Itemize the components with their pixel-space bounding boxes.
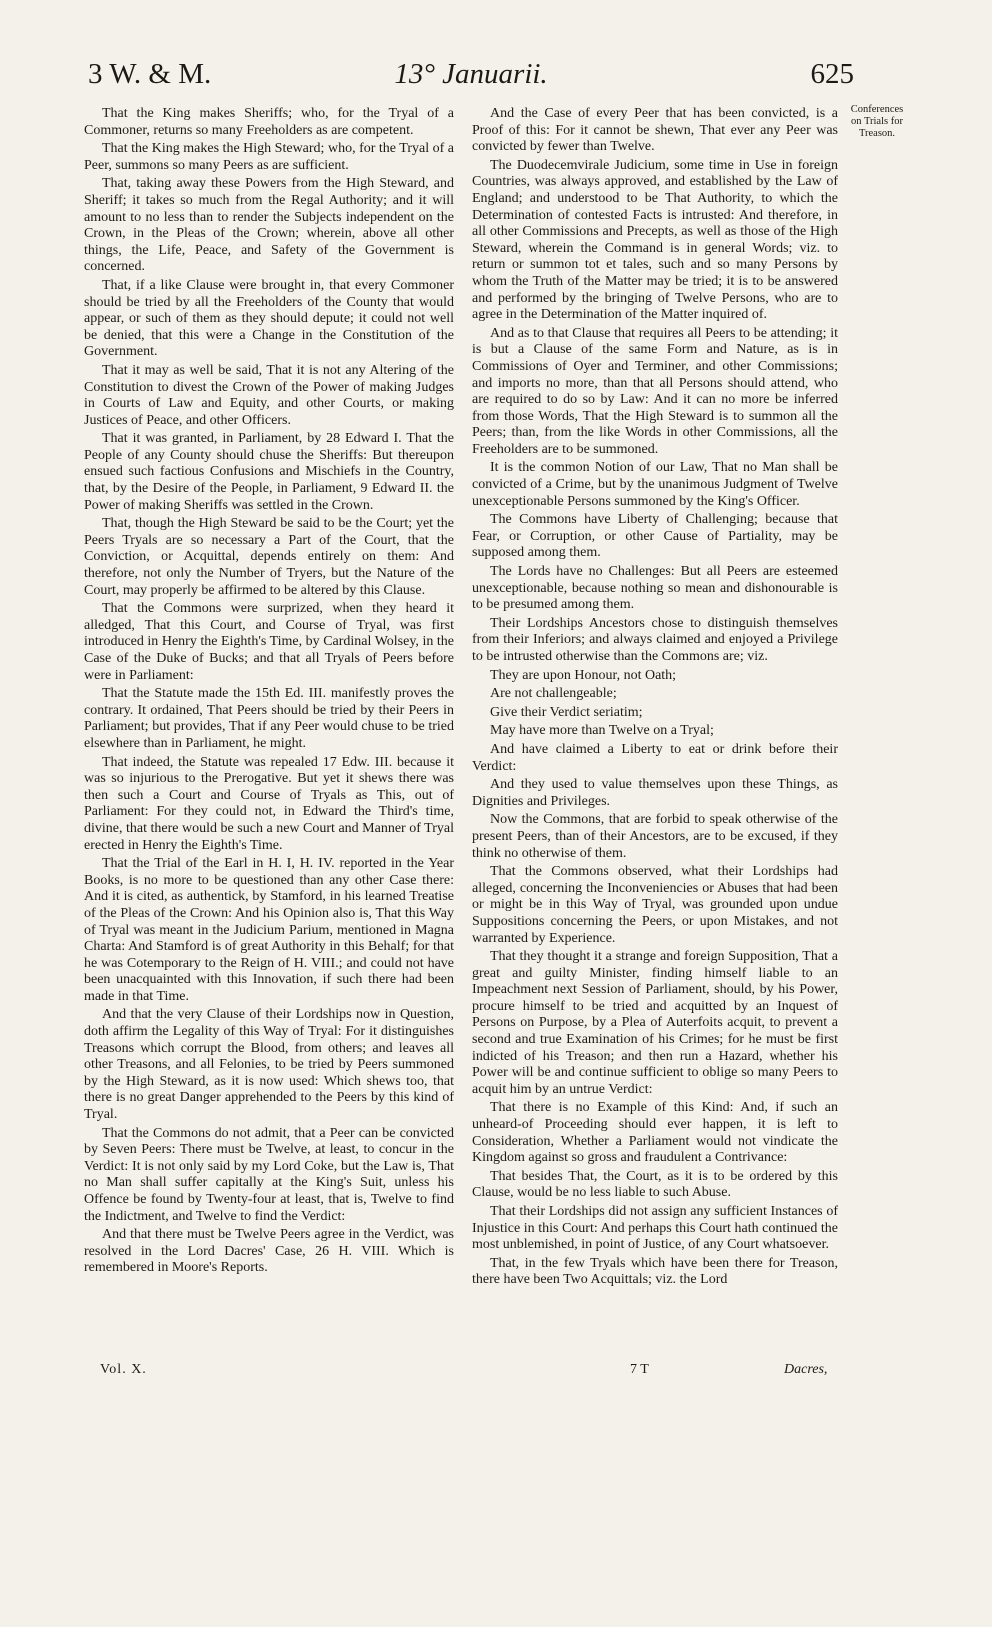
paragraph: That the Commons do not admit, that a Peer can be convicted by Seven Peers: There must be Twelve, at least, to concur in the Verdict: It is not only said by my Lord Coke, but the Law is, That no Man shall suffer capitally at the King's Suit, unless his Offence be found by Twenty-four at least, that is, Twelve to find the Indictment, and Twelve to find the Verdict: <box>84 1125 454 1224</box>
paragraph: That there is no Example of this Kind: And, if such an unheard-of Proceeding should ever happen, it is left to Consideration, Whether a Parliament would not vindicate the Kingdom against so gross and fraudulent a Contrivance: <box>472 1100 838 1166</box>
paragraph: That the King makes the High Steward; who, for the Tryal of a Peer, summons so many Peers as are sufficient. <box>84 141 454 173</box>
paragraph: That they thought it a strange and foreign Supposition, That a great and guilty Minister, finding himself liable to an Impeachment next Session of Parliament, should, by his Power, procure himself to be tried and acquitted by an Inquest of Persons on Purpose, by a Plea of Auterfoits acquit, to prevent a second and true Examination of his Crimes; for he must be first indicted of his Treason; and then run a Hazard, whether his Power will be and continue sufficient to oblige so many Peers to acquit him by an untrue Verdict: <box>472 949 838 1097</box>
paragraph: The Commons have Liberty of Challenging; because that Fear, or Corruption, or other Cause of Partiality, may be supposed among them. <box>472 512 838 561</box>
paragraph: That it may as well be said, That it is not any Altering of the Constitution to divest the Crown of the Power of making Judges in Courts of Law and Equity, and other Courts, or making Justices of Peace, and other Officers. <box>84 362 454 428</box>
paragraph: That the Commons were surprized, when they heard it alledged, That this Court, and Course of Tryal, was first introduced in Henry the Eighth's Time, by Cardinal Wolsey, in the Case of the Duke of Bucks; and that all Tryals of Peers before were in Parliament: <box>84 601 454 683</box>
running-header <box>88 58 854 98</box>
paragraph: That besides That, the Court, as it is to be ordered by this Clause, would be no less liable to such Abuse. <box>472 1168 838 1201</box>
paragraph: And they used to value themselves upon these Things, as Dignities and Privileges. <box>472 777 838 809</box>
paragraph: That, in the few Tryals which have been there for Treason, there have been Two Acquittals; viz. the Lord <box>472 1255 838 1288</box>
paragraph: That, taking away these Powers from the High Steward, and Sheriff; it takes so much from the Regal Authority; and it will amount to no less than to render the Subjects independent on the Crown, in the Pleas of the Crown; wherein, above all other things, the Life, Peace, and Safety of the Government is concerned. <box>84 176 454 275</box>
paragraph: That the Statute made the 15th Ed. III. manifestly proves the contrary. It ordained, That Peers should be tried by their Peers in Parliament; but provides, That if any Peer would chuse to be tried elsewhere than in Parliament, he might. <box>84 686 454 751</box>
paragraph: Their Lordships Ancestors chose to distinguish themselves from their Inferiors; and always claimed and enjoyed a Privilege to be intrusted otherwise than the Commons are; viz. <box>472 615 838 664</box>
paragraph: And that the very Clause of their Lordships now in Question, doth affirm the Legality of this Way of Tryal: For it distinguishes Treasons which corrupt the Blood, from others; and leaves all other Treasons, and all Felonies, to be tried by Peers summoned by the High Steward, as it is now used: Which shews too, that there is no great Danger apprehended to the Peers by this kind of Tryal. <box>84 1007 454 1123</box>
paragraph: That the Trial of the Earl in H. I, H. IV. reported in the Year Books, is no more to be questioned than any other Case there: And it is cited, as authentick, by Stamford, in his learned Treatise of the Pleas of the Crown: And his Opinion also is, That this Way of Tryal was meant in the Judicium Parium, mentioned in Magna Charta: And Stamford is of great Authority in this Behalf; for that he was Cotemporary to the Reign of H. VIII.; and could not have been unacquainted with this Innovation, if such there had been made in that Time. <box>84 856 454 1004</box>
paragraph: They are upon Honour, not Oath; <box>490 667 677 683</box>
paragraph: That their Lordships did not assign any sufficient Instances of Injustice in this Court: And perhaps this Court hath continued the most unblemished, in point of Justice, of any Court whatsoever. <box>472 1204 838 1253</box>
margin-note: Conferences on Trials for Treason. <box>850 104 904 139</box>
paragraph: Are not challengeable; <box>490 686 617 702</box>
paragraph: That, if a like Clause were brought in, that every Commoner should be tried by all the Freeholders of the County that would appear, or such of them as they should depute; it could not well be denied, that this were a Change in the Constitution of the Government. <box>84 277 454 360</box>
paragraph: It is the common Notion of our Law, That no Man shall be convicted of a Crime, but by the unanimous Judgment of Twelve unexceptionable Persons summoned by the King's Officer. <box>472 460 838 509</box>
signature-mark: 7 T <box>630 1362 649 1377</box>
page-number: 625 <box>810 58 854 90</box>
paragraph: The Duodecemvirale Judicium, some time in Use in foreign Countries, was always approved, and established by the Law of England; and understood to be That Authority, to which the Determination of contested Facts is intrusted: And therefore, in all other Commissions and Precepts, as well as those of the High Steward, wherein the Command is in general Words; viz. to return or summon tot et tales, such and so many Persons by whom the Truth of the Matter may be tried; it is to be answered and performed by the bringing of Twelve Persons, who are to agree in the Determination of the Matter inquired of. <box>472 157 838 323</box>
paragraph: The Lords have no Challenges: But all Peers are esteemed unexceptionable, because nothing so mean and dishonourable is to be presumed among them. <box>472 564 838 613</box>
paragraph: Now the Commons, that are forbid to speak otherwise of the present Peers, than of their Ancestors, are to be excused, if they think no otherwise of them. <box>472 812 838 861</box>
catchword: Dacres, <box>784 1362 828 1377</box>
paragraph: That the King makes Sheriffs; who, for the Tryal of a Commoner, returns so many Freeholders as are competent. <box>84 106 454 138</box>
paragraph: That it was granted, in Parliament, by 28 Edward I. That the People of any County should chuse the Sheriffs: But thereupon ensued such factious Confusions and Mischiefs in the Country, that, by the Desire of the People, in Parliament, 9 Edward II. the Power of making Sheriffs was settled in the Crown. <box>84 431 454 513</box>
paragraph: That the Commons observed, what their Lordships had alleged, concerning the Inconveniencies or Abuses that had been or might be in this Way of Tryal, was grounded upon undue Suppositions concerning the Peers, or upon Mistakes, and not warranted by Experience. <box>472 864 838 946</box>
paragraph: May have more than Twelve on a Tryal; <box>490 723 714 739</box>
regnal-year: 3 W. & M. <box>88 58 212 90</box>
paragraph: That, though the High Steward be said to be the Court; yet the Peers Tryals are so necessary a Part of the Court, that the Conviction, or Acquittal, depends entirely on them: And therefore, not only the Number of Tryers, but the Nature of the Court, may properly be affirmed to be altered by this Clause. <box>84 516 454 598</box>
date-heading: 13° Januarii. <box>394 58 548 90</box>
left-column <box>84 104 454 1277</box>
volume-number: Vol. X. <box>100 1362 147 1377</box>
paragraph: And as to that Clause that requires all Peers to be attending; it is but a Clause of the same Form and Nature, as is in Commissions of Oyer and Terminer, and other Commissions; and imports no more, than that all Persons should attend, who are required to do so by Law: And it can no more be inferred from those Words, That the High Steward is to summon all the Peers; than, from the like Words in other Commissions, all the Freeholders are to be summoned. <box>472 325 838 457</box>
paragraph: And have claimed a Liberty to eat or drink before their Verdict: <box>472 741 838 774</box>
right-column <box>472 104 838 1289</box>
paragraph: And that there must be Twelve Peers agree in the Verdict, was resolved in the Lord Dacres' Case, 26 H. VIII. Which is remembered in Moore's Reports. <box>84 1227 454 1276</box>
paragraph: And the Case of every Peer that has been convicted, is a Proof of this: For it cannot be shewn, That ever any Peer was convicted by fewer than Twelve. <box>472 106 838 155</box>
paragraph: Give their Verdict seriatim; <box>490 704 643 720</box>
paragraph: That indeed, the Statute was repealed 17 Edw. III. because it was so injurious to the Prerogative. But yet it shews there was then such a Court and Course of Tryals as This, out of Parliament: For they could not, in Edward the Third's time, divine, that there would be such a new Court and Manner of Tryal erected in Henry the Eighth's Time. <box>84 754 454 853</box>
